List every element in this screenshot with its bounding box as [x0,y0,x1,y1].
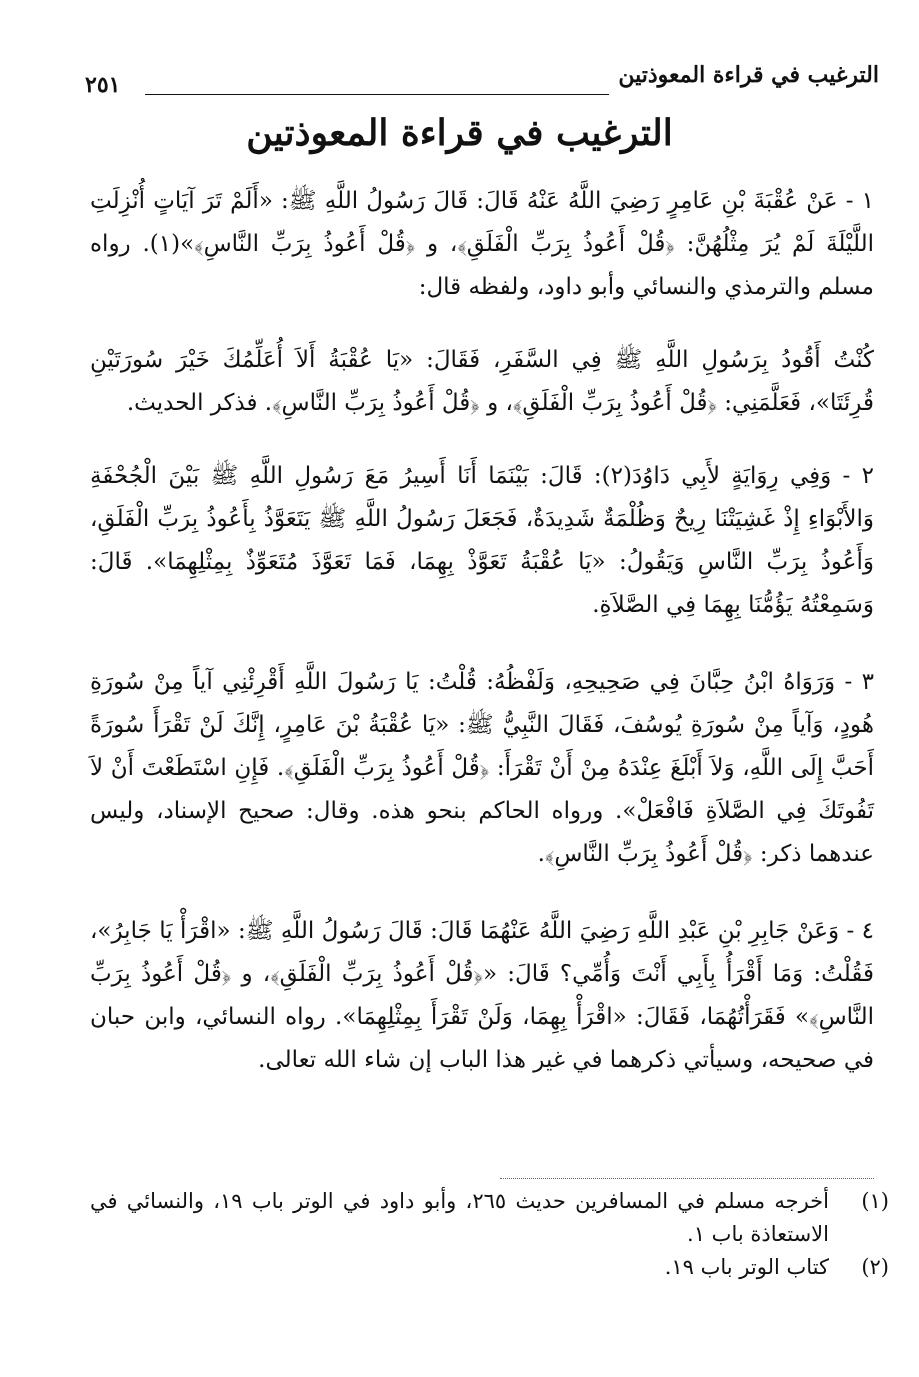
chapter-title: الترغيب في قراءة المعوذتين [246,112,673,154]
footnote-text: كتاب الوتر باب ١٩. [664,1255,829,1279]
body-text [90,180,874,1082]
footnote-1 [90,1185,889,1251]
hadith-paragraph-4: ٤ - وَعَنْ جَابِرِ بْنِ عَبْدِ اللَّهِ رَضِيَ اللَّهُ عَنْهُمَا قَالَ: قَالَ رَسُولُ اللَّهِ ﷺ: «اقْرَأْ يَا جَابِرُ»، فَقُلْتُ: وَمَا أَقْرَأُ بِأَبِي أَنْتَ وَأُمِّي؟ قَالَ: «﴿قُلْ أَعُوذُ بِرَبِّ الْفَلَقِ﴾، و ﴿قُلْ أَعُوذُ بِرَبِّ النَّاسِ﴾» فَقَرَأْتُهُمَا، فَقَالَ: «اقْرَأْ بِهِمَا، وَلَنْ تَقْرَأَ بِمِثْلِهِمَا». رواه النسائي، وابن حبان في صحيحه، وسيأتي ذكرهما في غير هذا الباب إن شاء الله تعالى. [90,918,874,1073]
hadith-paragraph-1: ١ - عَنْ عُقْبَةَ بْنِ عَامِرٍ رَضِيَ اللَّهُ عَنْهُ قَالَ: قَالَ رَسُولُ اللَّهِ ﷺ: «أَلَمْ تَرَ آيَاتٍ أُنْزِلَتِ اللَّيْلَةَ لَمْ يُرَ مِثْلُهُنَّ: ﴿قُلْ أَعُوذُ بِرَبِّ الْفَلَقِ﴾، و ﴿قُلْ أَعُوذُ بِرَبِّ النَّاسِ﴾»(١). رواه مسلم والترمذي والنسائي وأبو داود، ولفظه قال: [90,188,875,300]
footnote-text: أخرجه مسلم في المسافرين حديث ٢٦٥، وأبو داود في الوتر باب ١٩، والنسائي في الاستعاذة باب ١. [90,1189,829,1246]
hadith-paragraph-1-wording: كُنْتُ أَقُودُ بِرَسُولِ اللَّهِ ﷺ فِي السَّفَرِ، فَقَالَ: «يَا عُقْبَةُ أَلاَ أُعَلِّمُكَ خَيْرَ سُورَتَيْنِ قُرِئَتَا»، فَعَلَّمَنِي: ﴿قُلْ أَعُوذُ بِرَبِّ الْفَلَقِ﴾، و ﴿قُلْ أَعُوذُ بِرَبِّ النَّاسِ﴾. فذكر الحديث. [90,347,874,416]
hadith-paragraph-2: ٢ - وَفِي رِوَايَةٍ لأَبِي دَاوُدَ(٢): قَالَ: بَيْنَمَا أَنَا أَسِيرُ مَعَ رَسُولِ اللَّهِ ﷺ بَيْنَ الْجُحْفَةِ وَالأَبْوَاءِ إِذْ غَشِيَتْنَا رِيحٌ وَظُلْمَةٌ شَدِيدَةٌ، فَجَعَلَ رَسُولُ اللَّهِ ﷺ يَتَعَوَّذُ بِأَعُوذُ بِرَبِّ الْفَلَقِ، وَأَعُوذُ بِرَبِّ النَّاسِ وَيَقُولُ: «يَا عُقْبَةُ تَعَوَّذْ بِهِمَا، فَمَا تَعَوَّذَ مُتَعَوِّذٌ بِمِثْلِهِمَا». قَالَ: وَسَمِعْتُهُ يَؤُمُّنَا بِهِمَا فِي الصَّلاَةِ. [90,463,874,618]
page-number: ٢٥١ [85,72,121,98]
footnote-separator [500,1178,874,1179]
hadith-paragraph-3: ٣ - وَرَوَاهُ ابْنُ حِبَّانَ فِي صَحِيحِهِ، وَلَفْظُهُ: قُلْتُ: يَا رَسُولَ اللَّهِ أَقْرِئْنِي آياً مِنْ سُورَةِ هُودٍ، وَآياً مِنْ سُورَةِ يُوسُفَ، فَقَالَ النَّبِيُّ ﷺ: «يَا عُقْبَةُ بْنَ عَامِرٍ، إِنَّكَ لَنْ تَقْرَأَ سُورَةً أَحَبَّ إِلَى اللَّهِ، وَلاَ أَبْلَغَ عِنْدَهُ مِنْ أَنْ تَقْرَأَ: ﴿قُلْ أَعُوذُ بِرَبِّ الْفَلَقِ﴾. فَإِنِ اسْتَطَعْتَ أَنْ لاَ تَفُوتَكَ فِي الصَّلاَةِ فَافْعَلْ». ورواه الحاكم بنحو هذه. وقال: صحيح الإسناد، وليس عندهما ذكر: ﴿قُلْ أَعُوذُ بِرَبِّ النَّاسِ﴾. [90,669,874,867]
footnote-number: (٢) [861,1255,889,1279]
footnote-2 [90,1251,889,1284]
page-header [85,62,879,102]
running-title: الترغيب في قراءة المعوذتين [618,62,879,88]
footnote-number: (١) [861,1189,889,1213]
header-rule [145,94,609,95]
footnotes [90,1185,889,1284]
